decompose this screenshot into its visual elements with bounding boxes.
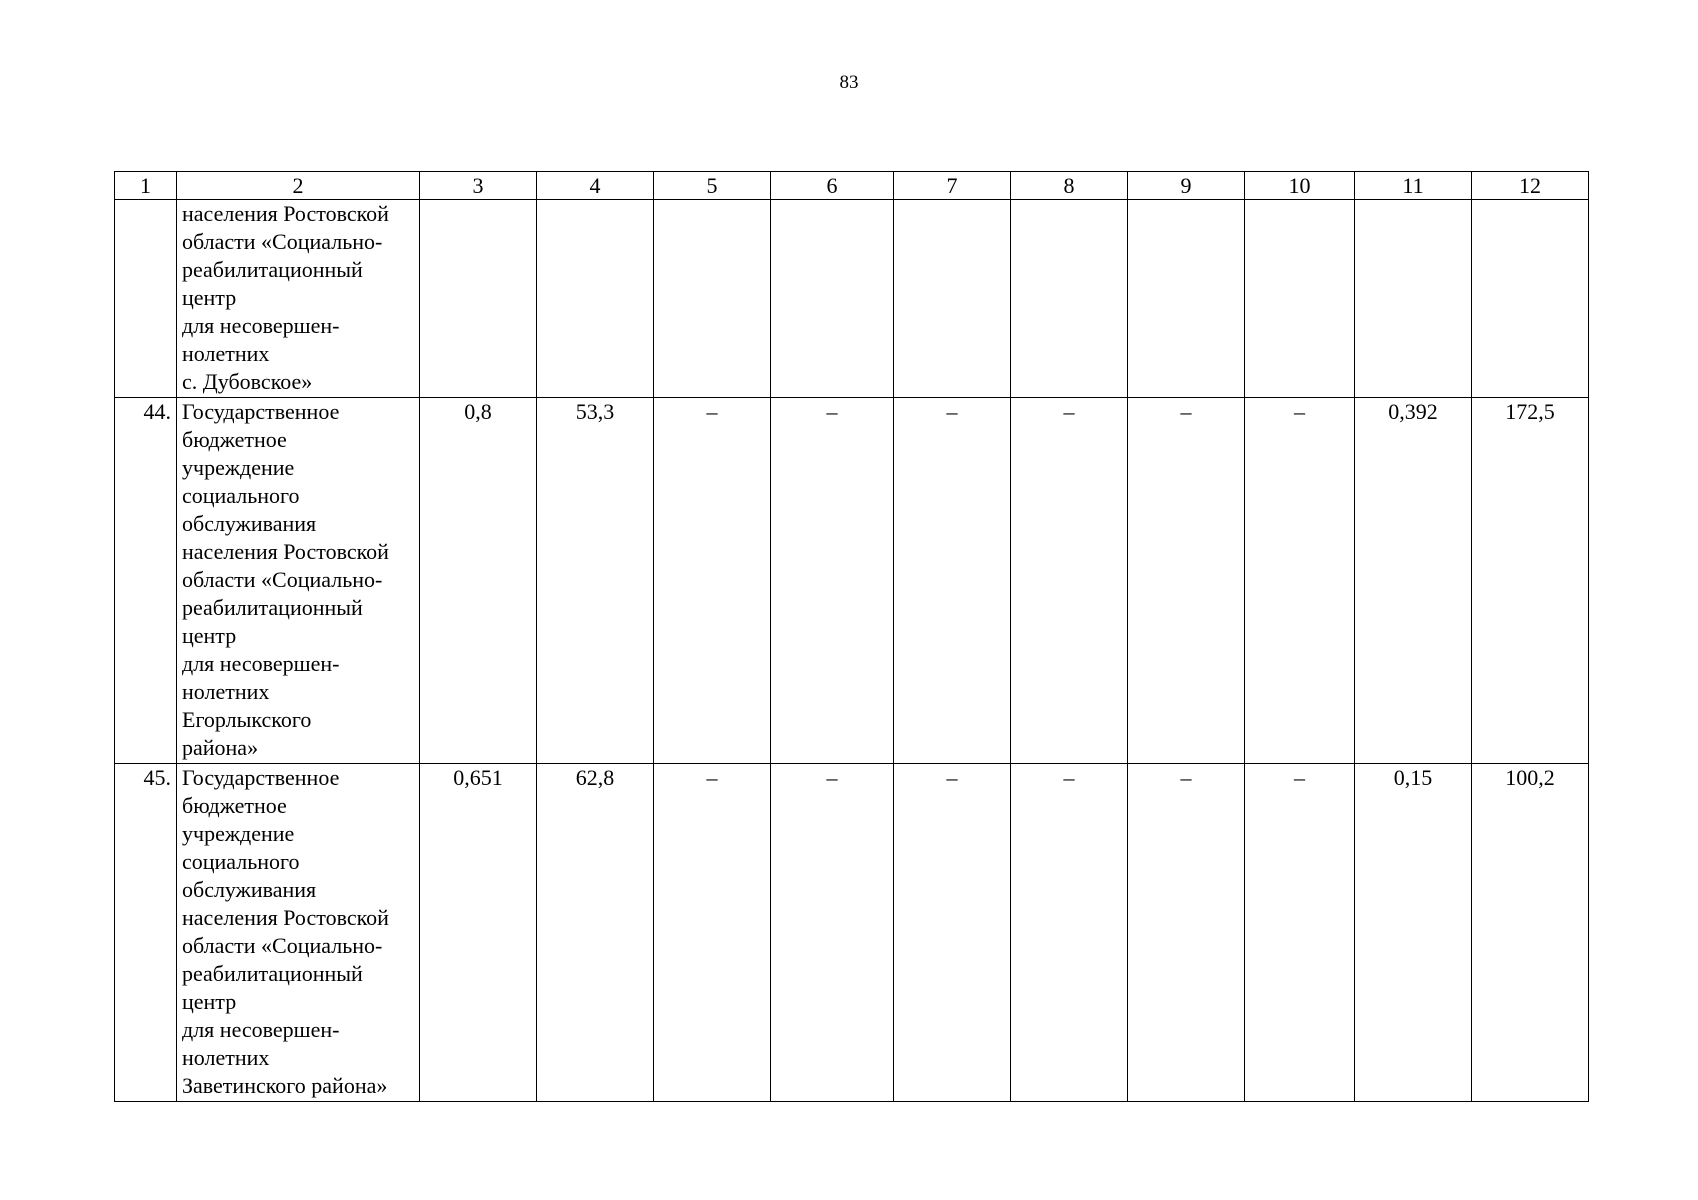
column-header: 4	[537, 172, 654, 200]
table-cell: 0,651	[420, 764, 537, 1102]
table-cell	[1245, 200, 1355, 398]
row-number: 44.	[115, 398, 177, 764]
table-cell: –	[771, 398, 894, 764]
table-cell: –	[654, 764, 771, 1102]
column-header: 9	[1128, 172, 1245, 200]
table-cell: –	[1245, 398, 1355, 764]
table-cell: 0,392	[1355, 398, 1472, 764]
table-cell: 0,8	[420, 398, 537, 764]
column-header: 8	[1011, 172, 1128, 200]
column-header: 12	[1472, 172, 1589, 200]
table-cell: 62,8	[537, 764, 654, 1102]
column-header: 2	[177, 172, 420, 200]
header-row	[115, 172, 1589, 200]
table-cell: –	[654, 398, 771, 764]
column-header: 6	[771, 172, 894, 200]
column-header: 7	[894, 172, 1011, 200]
table-cell	[537, 200, 654, 398]
row-number: 45.	[115, 764, 177, 1102]
table-cell: –	[894, 398, 1011, 764]
table-cell: –	[1128, 764, 1245, 1102]
table-cell	[1128, 200, 1245, 398]
table-cell	[771, 200, 894, 398]
table-cell: 100,2	[1472, 764, 1589, 1102]
table-cell	[1355, 200, 1472, 398]
table-cell: –	[1128, 398, 1245, 764]
table-cell: –	[1245, 764, 1355, 1102]
table-cell	[1011, 200, 1128, 398]
table-cell	[654, 200, 771, 398]
table-cell: 53,3	[537, 398, 654, 764]
data-table	[114, 171, 1589, 1102]
table-cell: –	[1011, 398, 1128, 764]
table-row	[115, 764, 1589, 1102]
table-cell: 0,15	[1355, 764, 1472, 1102]
table-cell: –	[894, 764, 1011, 1102]
table-cell	[1472, 200, 1589, 398]
table-row	[115, 398, 1589, 764]
institution-name: Государственное бюджетное учреждение социального обслуживания населения Ростовской области «Социально- реабилитационный центр для несовершен- нолетних Заветинского района»	[177, 764, 420, 1102]
column-header: 10	[1245, 172, 1355, 200]
table-cell	[894, 200, 1011, 398]
column-header: 1	[115, 172, 177, 200]
column-header: 5	[654, 172, 771, 200]
row-number	[115, 200, 177, 398]
table-cell: 172,5	[1472, 398, 1589, 764]
table-cell: –	[1011, 764, 1128, 1102]
table-cell	[420, 200, 537, 398]
institution-name: населения Ростовской области «Социально- реабилитационный центр для несовершен- нолетних с. Дубовское»	[177, 200, 420, 398]
institution-name: Государственное бюджетное учреждение социального обслуживания населения Ростовской области «Социально- реабилитационный центр для несовершен- нолетних Егорлыкского района»	[177, 398, 420, 764]
column-header: 3	[420, 172, 537, 200]
table-cell: –	[771, 764, 894, 1102]
table-row	[115, 200, 1589, 398]
column-header: 11	[1355, 172, 1472, 200]
page-number: 83	[839, 72, 859, 93]
